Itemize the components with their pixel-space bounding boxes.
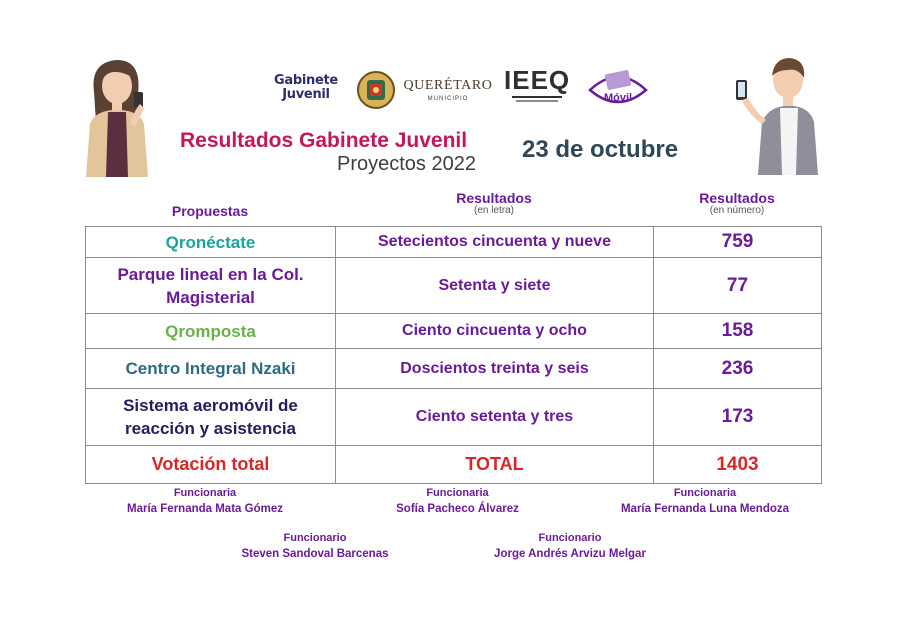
official-name: Sofía Pacheco Álvarez	[396, 503, 519, 515]
queretaro-municipio-logo	[402, 78, 494, 102]
total-row	[86, 446, 822, 484]
official-name: Jorge Andrés Arvizu Melgar	[494, 548, 646, 560]
official-role: Funcionario	[283, 532, 347, 544]
total-text: TOTAL	[336, 446, 654, 484]
results-table	[85, 226, 822, 484]
official-role: Funcionario	[538, 532, 602, 544]
row-proposal: Centro Integral Nzaki	[86, 349, 336, 389]
gabinete-juvenil-logo	[268, 74, 344, 102]
page-title: Resultados Gabinete Juvenil	[180, 129, 468, 152]
row-result-text: Ciento setenta y tres	[336, 389, 654, 446]
page-subtitle: Proyectos 2022	[337, 153, 476, 175]
woman-with-phone-illustration	[72, 52, 162, 177]
man-with-phone-illustration	[728, 50, 828, 175]
column-header-resultados-letra	[335, 190, 653, 216]
ieeq-logo-text: IEEQ	[504, 65, 571, 95]
table-row	[86, 258, 822, 314]
table-row	[86, 389, 822, 446]
gabinete-logo-line2: Juvenil	[282, 87, 330, 102]
table-row	[86, 314, 822, 349]
column-header-numero-sub: (en número)	[709, 205, 765, 216]
table-row	[86, 349, 822, 389]
official-signature	[340, 487, 575, 515]
official-signature	[580, 487, 830, 515]
total-number: 1403	[654, 446, 822, 484]
gabinete-logo-line1: Gabinete	[274, 73, 338, 88]
date-label: 23 de octubre	[522, 136, 679, 163]
official-name: María Fernanda Luna Mendoza	[620, 503, 790, 515]
row-result-number: 77	[654, 258, 822, 314]
row-result-number: 158	[654, 314, 822, 349]
row-result-text: Ciento cincuenta y ocho	[336, 314, 654, 349]
row-result-number: 173	[654, 389, 822, 446]
official-role: Funcionaria	[173, 487, 237, 499]
official-role: Funcionaria	[426, 487, 489, 499]
municipio-logo-text: MUNICIPIO	[427, 96, 469, 102]
table-row	[86, 227, 822, 258]
movil-badge-icon	[584, 64, 652, 114]
queretaro-logo-text: QUERÉTARO	[403, 78, 493, 93]
row-proposal: Parque lineal en la Col. Magisterial	[86, 258, 336, 314]
row-result-text: Setecientos cincuenta y nueve	[336, 227, 654, 258]
row-result-number: 236	[654, 349, 822, 389]
column-header-propuestas: Propuestas	[171, 203, 249, 219]
column-header-letra-title: Resultados	[456, 190, 532, 206]
queretaro-coat-of-arms-icon	[356, 70, 396, 110]
official-name: Steven Sandoval Barcenas	[241, 548, 389, 560]
row-proposal: Qronéctate	[86, 227, 336, 258]
official-signature	[200, 532, 430, 560]
column-header-letra-sub: (en letra)	[473, 205, 514, 216]
official-role: Funcionaria	[673, 487, 737, 499]
row-proposal: Qromposta	[86, 314, 336, 349]
movil-logo-text: Móvil	[603, 92, 633, 104]
column-header-numero-title: Resultados	[699, 190, 775, 206]
column-header-resultados-numero	[653, 190, 821, 216]
official-signature	[85, 487, 325, 515]
row-result-text: Doscientos treinta y seis	[336, 349, 654, 389]
movil-logo	[584, 64, 652, 114]
official-name: María Fernanda Mata Gómez	[127, 503, 283, 515]
row-result-text: Setenta y siete	[336, 258, 654, 314]
total-label: Votación total	[86, 446, 336, 484]
official-signature	[455, 532, 685, 560]
row-proposal: Sistema aeromóvil de reacción y asistencia	[86, 389, 336, 446]
row-result-number: 759	[654, 227, 822, 258]
ieeq-logo	[504, 66, 570, 112]
